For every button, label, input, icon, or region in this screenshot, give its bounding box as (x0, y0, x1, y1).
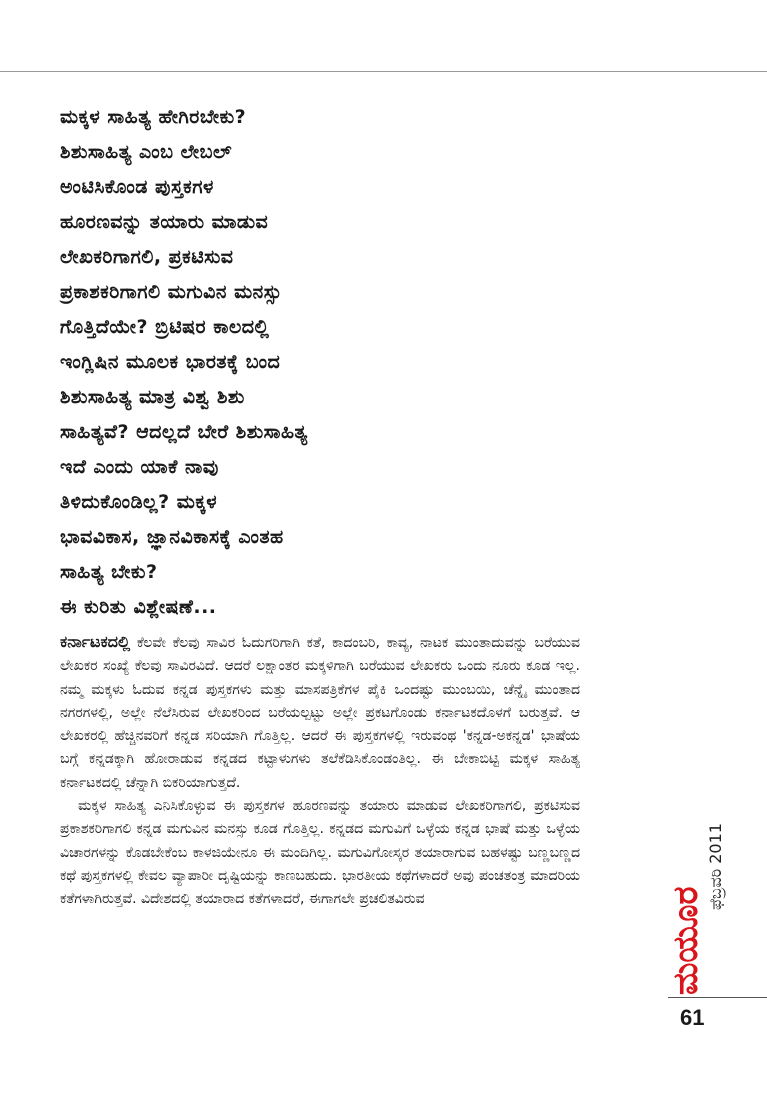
pull-quote-line: ಈ ಕುರಿತು ವಿಶ್ಲೇಷಣೆ... (60, 596, 217, 618)
pull-quote-line: ಗೊತ್ತಿದೆಯೇ? ಬ್ರಿಟಿಷರ ಕಾಲದಲ್ಲಿ (60, 316, 270, 338)
footer-rule (668, 997, 767, 998)
pull-quote-line: ತಿಳಿದುಕೊಂಡಿಲ್ಲ? ಮಕ್ಕಳ (60, 491, 218, 513)
paragraph-text: ಕೆಲವೇ ಕೆಲವು ಸಾವಿರ ಓದುಗರಿಗಾಗಿ ಕತೆ, ಕಾದಂಬರಿ, ಕಾವ್ಯ, ನಾಟಕ ಮುಂತಾದುವನ್ನು ಬರೆಯುವ ಲೇಖಕರ ಸಂಖ್ಯೆ ಕೆಲವು ಸಾವಿರವಿದೆ. ಆದರೆ ಲಕ್ಷಾಂತರ ಮಕ್ಕಳಿಗಾಗಿ ಬರೆಯುವ ಲೇಖಕರು ಒಂದು ನೂರು ಕೂಡ ಇಲ್ಲ. ನಮ್ಮ ಮಕ್ಕಳು ಓದುವ ಕನ್ನಡ ಪುಸ್ತಕಗಳು ಮತ್ತು ಮಾಸಪತ್ರಿಕೆಗಳ ಪೈಕಿ ಒಂದಷ್ಟು ಮುಂಬಯಿ, ಚೆನ್ನೈ ಮುಂತಾದ ನಗರಗಳಲ್ಲಿ, ಅಲ್ಲೇ ನೆಲೆಸಿರುವ ಲೇಖಕರಿಂದ ಬರೆಯಲ್ಪಟ್ಟು ಅಲ್ಲೇ ಪ್ರಕಟಗೊಂಡು ಕರ್ನಾಟಕದೊಳಗೆ ಬರುತ್ತವೆ. ಆ ಲೇಖಕರಲ್ಲಿ ಹೆಚ್ಚಿನವರಿಗೆ ಕನ್ನಡ ಸರಿಯಾಗಿ ಗೊತ್ತಿಲ್ಲ. ಆದರೆ ಈ ಪುಸ್ತಕಗಳಲ್ಲಿ ಇರುವಂಥ 'ಕನ್ನಡ-ಅಕನ್ನಡ' ಭಾಷೆಯ ಬಗ್ಗೆ ಕನ್ನಡಕ್ಕಾಗಿ ಹೋರಾಡುವ ಕನ್ನಡದ ಕಟ್ಟಾಳುಗಳು ತಲೆಕೆಡಿಸಿಕೊಂಡಂತಿಲ್ಲ. ಈ ಬೇಕಾಬಿಟ್ಟಿ ಮಕ್ಕಳ ಸಾಹಿತ್ಯ ಕರ್ನಾಟಕದಲ್ಲಿ ಚೆನ್ನಾಗಿ ಬಿಕರಿಯಾಗುತ್ತದೆ. (60, 635, 580, 791)
magazine-side-label (666, 790, 725, 995)
pull-quote-line: ಅಂಟಿಸಿಕೊಂಡ ಪುಸ್ತಕಗಳ (60, 176, 214, 198)
header-rule (0, 71, 767, 72)
pull-quote-line: ಇಂಗ್ಲಿಷಿನ ಮೂಲಕ ಭಾರತಕ್ಕೆ ಬಂದ (60, 351, 281, 373)
pull-quote-line: ಸಾಹಿತ್ಯ ಬೇಕು? (60, 561, 158, 583)
issue-date: ಫೆಬ್ರವರಿ 2011 (706, 823, 725, 910)
article-body (60, 630, 580, 912)
pull-quote-line: ಮಕ್ಕಳ ಸಾಹಿತ್ಯ ಹೇಗಿರಬೇಕು? (60, 106, 247, 128)
pull-quote (60, 100, 400, 625)
magazine-logo: ಮಯೂರ (666, 886, 706, 995)
pull-quote-line: ಶಿಶುಸಾಹಿತ್ಯ ಮಾತ್ರ ವಿಶ್ವ ಶಿಶು (60, 386, 245, 408)
pull-quote-line: ಲೇಖಕರಿಗಾಗಲಿ, ಪ್ರಕಟಿಸುವ (60, 246, 234, 268)
pull-quote-line: ಇದೆ ಎಂದು ಯಾಕೆ ನಾವು (60, 456, 219, 478)
article-paragraph: ಮಕ್ಕಳ ಸಾಹಿತ್ಯ ಎನಿಸಿಕೊಳ್ಳುವ ಈ ಪುಸ್ತಕಗಳ ಹೂರಣವನ್ನು ತಯಾರು ಮಾಡುವ ಲೇಖಕರಿಗಾಗಲಿ, ಪ್ರಕಟಿಸುವ ಪ್ರಕಾಶಕರಿಗಾಗಲಿ ಕನ್ನಡ ಮಗುವಿನ ಮನಸ್ಸು ಕೂಡ ಗೊತ್ತಿಲ್ಲ. ಕನ್ನಡದ ಮಗುವಿಗೆ ಒಳ್ಳೆಯ ಕನ್ನಡ ಭಾಷೆ ಮತ್ತು ಒಳ್ಳೆಯ ವಿಚಾರಗಳನ್ನು ಕೊಡಬೇಕೆಂಬ ಕಾಳಜಿಯೇನೂ ಈ ಮಂದಿಗಿಲ್ಲ. ಮಗುವಿಗೋಸ್ಕರ ತಯಾರಾಗುವ ಬಹಳಷ್ಟು ಬಣ್ಣಬಣ್ಣದ ಕಥೆ ಪುಸ್ತಕಗಳಲ್ಲಿ ಕೇವಲ ವ್ಯಾಪಾರೀ ದೃಷ್ಟಿಯನ್ನು ಕಾಣಬಹುದು. ಭಾರತೀಯ ಕಥೆಗಳಾದರೆ ಅವು ಪಂಚತಂತ್ರ ಮಾದರಿಯ ಕತೆಗಳಾಗಿರುತ್ತವೆ. ವಿದೇಶದಲ್ಲಿ ತಯಾರಾದ ಕತೆಗಳಾದರೆ, ಈಗಾಗಲೇ ಪ್ರಚಲಿತವಿರುವ (60, 798, 580, 908)
article-paragraph (60, 630, 580, 795)
pull-quote-line: ಸಾಹಿತ್ಯವೆ? ಆದಲ್ಲದೆ ಬೇರೆ ಶಿಶುಸಾಹಿತ್ಯ (60, 421, 308, 443)
pull-quote-line: ಶಿಶುಸಾಹಿತ್ಯ ಎಂಬ ಲೇಬಲ್ (60, 141, 232, 163)
pull-quote-line: ಹೂರಣವನ್ನು ತಯಾರು ಮಾಡುವ (60, 211, 269, 233)
lead-word: ಕರ್ನಾಟಕದಲ್ಲಿ (60, 632, 131, 651)
page-number: 61 (680, 1005, 705, 1030)
pull-quote-line: ಪ್ರಕಾಶಕರಿಗಾಗಲಿ ಮಗುವಿನ ಮನಸ್ಸು (60, 281, 283, 303)
pull-quote-line: ಭಾವವಿಕಾಸ, ಜ್ಞಾನವಿಕಾಸಕ್ಕೆ ಎಂತಹ (60, 526, 284, 548)
